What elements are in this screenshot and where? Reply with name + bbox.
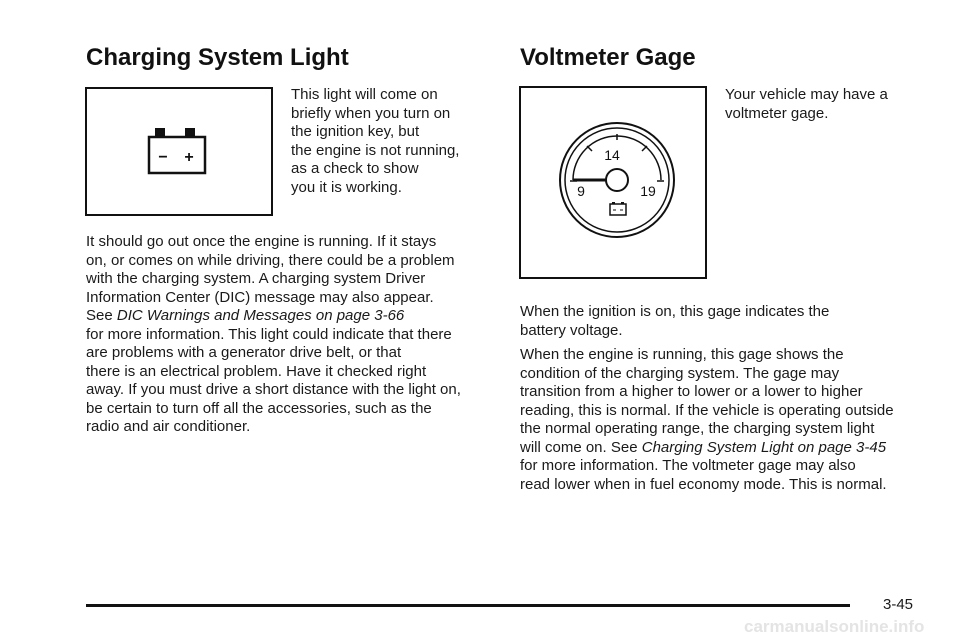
section-title-voltmeter-gage: Voltmeter Gage	[520, 44, 696, 71]
text-line: you it is working.	[291, 178, 402, 196]
charging-light-body	[86, 233, 461, 437]
crossref-line	[520, 439, 894, 458]
voltmeter-gage-figure	[519, 86, 707, 279]
text-line: Information Center (DIC) message may also appear.	[86, 288, 434, 306]
section-title-charging-system-light: Charging System Light	[86, 44, 349, 71]
battery-icon	[87, 89, 271, 214]
text-line: for more information. This light could indicate that there	[86, 325, 452, 343]
gauge-label-max: 19	[640, 183, 656, 199]
text-line: be certain to turn off all the accessories, such as the	[86, 399, 432, 417]
text-line: radio and air conditioner.	[86, 418, 251, 435]
crossref-link[interactable]: DIC Warnings and Messages on page 3-66	[116, 307, 405, 324]
battery-plus-sign: +	[184, 149, 194, 166]
footer-rule	[86, 604, 850, 607]
page-number: 3-45	[883, 596, 914, 613]
see-word: will come on. See	[520, 438, 638, 456]
text-line: for more information. The voltmeter gage may also	[520, 457, 856, 474]
text-line: as a check to show	[291, 160, 419, 177]
text-line: Your vehicle may have a	[725, 86, 888, 103]
gauge-label-mid: 14	[604, 147, 620, 163]
battery-minus-sign: −	[158, 149, 168, 166]
text-line: When the engine is running, this gage shows the	[520, 346, 844, 363]
text-line: briefly when you turn on	[291, 104, 451, 122]
text-line: It should go out once the engine is running. If it stays	[86, 233, 437, 250]
text-line: away. If you must drive a short distance with the light on,	[86, 381, 461, 398]
crossref-line	[86, 307, 461, 326]
text-line: with the charging system. A charging system Driver	[86, 270, 426, 287]
text-line: the engine is not running,	[291, 141, 460, 159]
text-line: on, or comes on while driving, there could be a problem	[86, 251, 455, 269]
voltmeter-side-text	[725, 86, 888, 123]
charging-light-side-text	[291, 86, 459, 197]
text-line: voltmeter gage.	[725, 104, 829, 122]
gauge-label-min: 9	[577, 183, 585, 199]
text-line: transition from a higher to lower or a lower to higher	[520, 383, 863, 400]
text-line: are problems with a generator drive belt, or that	[86, 344, 402, 361]
text-line: the normal operating range, the charging system light	[520, 420, 875, 437]
battery-symbol	[610, 202, 626, 215]
see-word: See	[86, 307, 113, 324]
voltmeter-gauge-icon	[521, 88, 705, 277]
crossref-link[interactable]: Charging System Light on page 3-45	[641, 438, 887, 456]
voltmeter-paragraph-2	[520, 346, 894, 494]
text-line: the ignition key, but	[291, 123, 420, 140]
text-line: This light will come on	[291, 86, 438, 103]
text-line: battery voltage.	[520, 321, 623, 339]
watermark: carmanualsonline.info	[744, 617, 925, 636]
voltmeter-paragraph-1	[520, 303, 829, 340]
text-line: there is an electrical problem. Have it checked right	[86, 362, 427, 380]
text-line: When the ignition is on, this gage indicates the	[520, 303, 830, 320]
text-line: condition of the charging system. The gage may	[520, 364, 840, 382]
text-line: reading, this is normal. If the vehicle is operating outside	[520, 401, 894, 419]
text-line: read lower when in fuel economy mode. This is normal.	[520, 475, 887, 493]
charging-light-figure	[85, 87, 273, 216]
